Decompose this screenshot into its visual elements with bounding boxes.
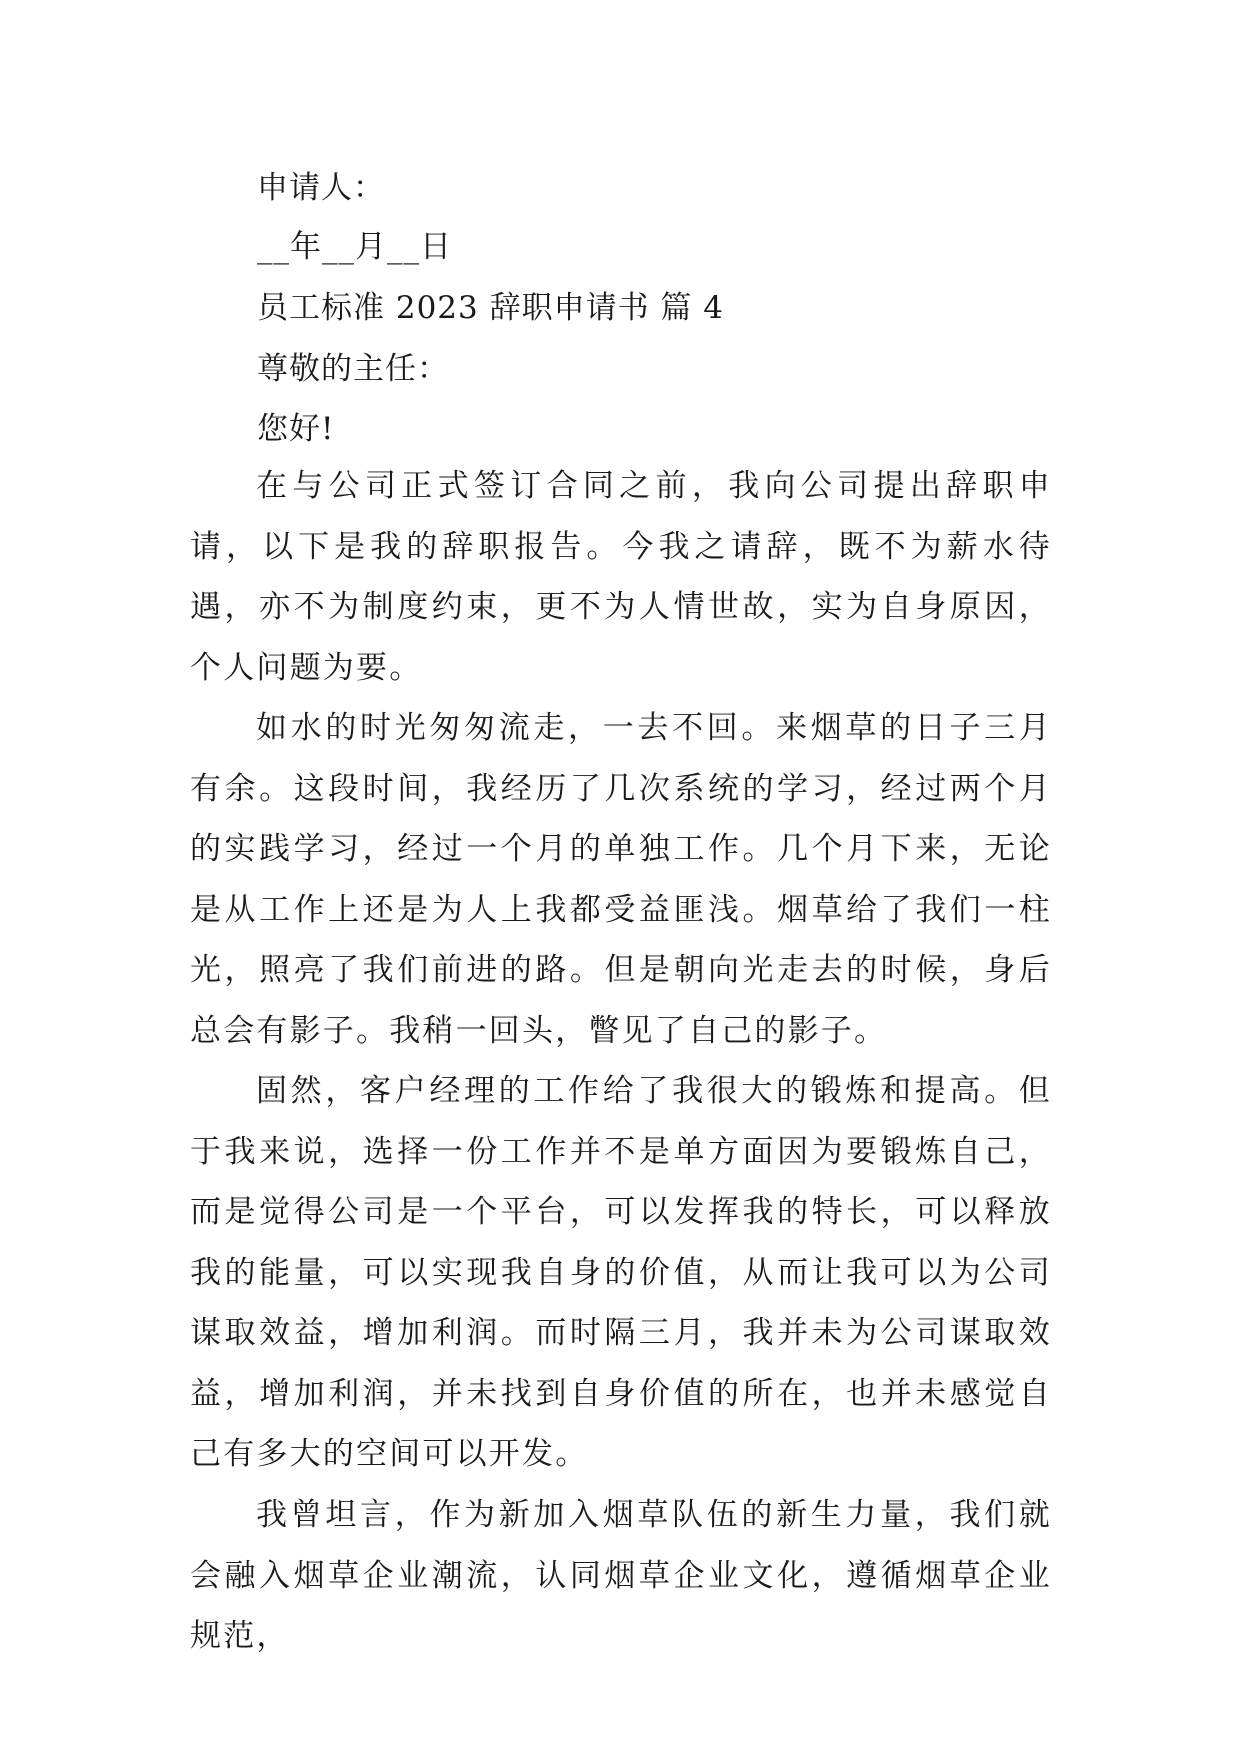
paragraph-3: 固然，客户经理的工作给了我很大的锻炼和提高。但于我来说，选择一份工作并不是单方面因为要锻炼自己，而是觉得公司是一个平台，可以发挥我的特长，可以释放我的能量，可以实现我自身的价值，从而让我可以为公司谋取效益，增加利润。而时隔三月，我并未为公司谋取效益，增加利润，并未找到自身价值的所在，也并未感觉自己有多大的空间可以开发。 [190, 1073, 1052, 1472]
applicant-label: 申请人： [257, 170, 385, 206]
date-line: __年__月__日 [257, 229, 452, 265]
paragraph-2: 如水的时光匆匆流走，一去不回。来烟草的日子三月有余。这段时间，我经历了几次系统的学习，经过两个月的实践学习，经过一个月的单独工作。几个月下来，无论是从工作上还是为人上我都受益匪浅。烟草给了我们一柱光，照亮了我们前进的路。但是朝向光走去的时候，身后总会有影子。我稍一回头，瞥见了自己的影子。 [190, 710, 1052, 1049]
paragraph-4: 我曾坦言，作为新加入烟草队伍的新生力量，我们就会融入烟草企业潮流，认同烟草企业文化，遵循烟草企业规范， [190, 1497, 1052, 1654]
paragraph-1: 在与公司正式签订合同之前，我向公司提出辞职申请，以下是我的辞职报告。今我之请辞，既不为薪水待遇，亦不为制度约束，更不为人情世故，实为自身原因，个人问题为要。 [190, 468, 1052, 686]
salutation: 尊敬的主任： [257, 351, 449, 387]
greeting: 您好! [257, 411, 335, 447]
section-title: 员工标准 2023 辞职申请书 篇 4 [257, 290, 725, 326]
